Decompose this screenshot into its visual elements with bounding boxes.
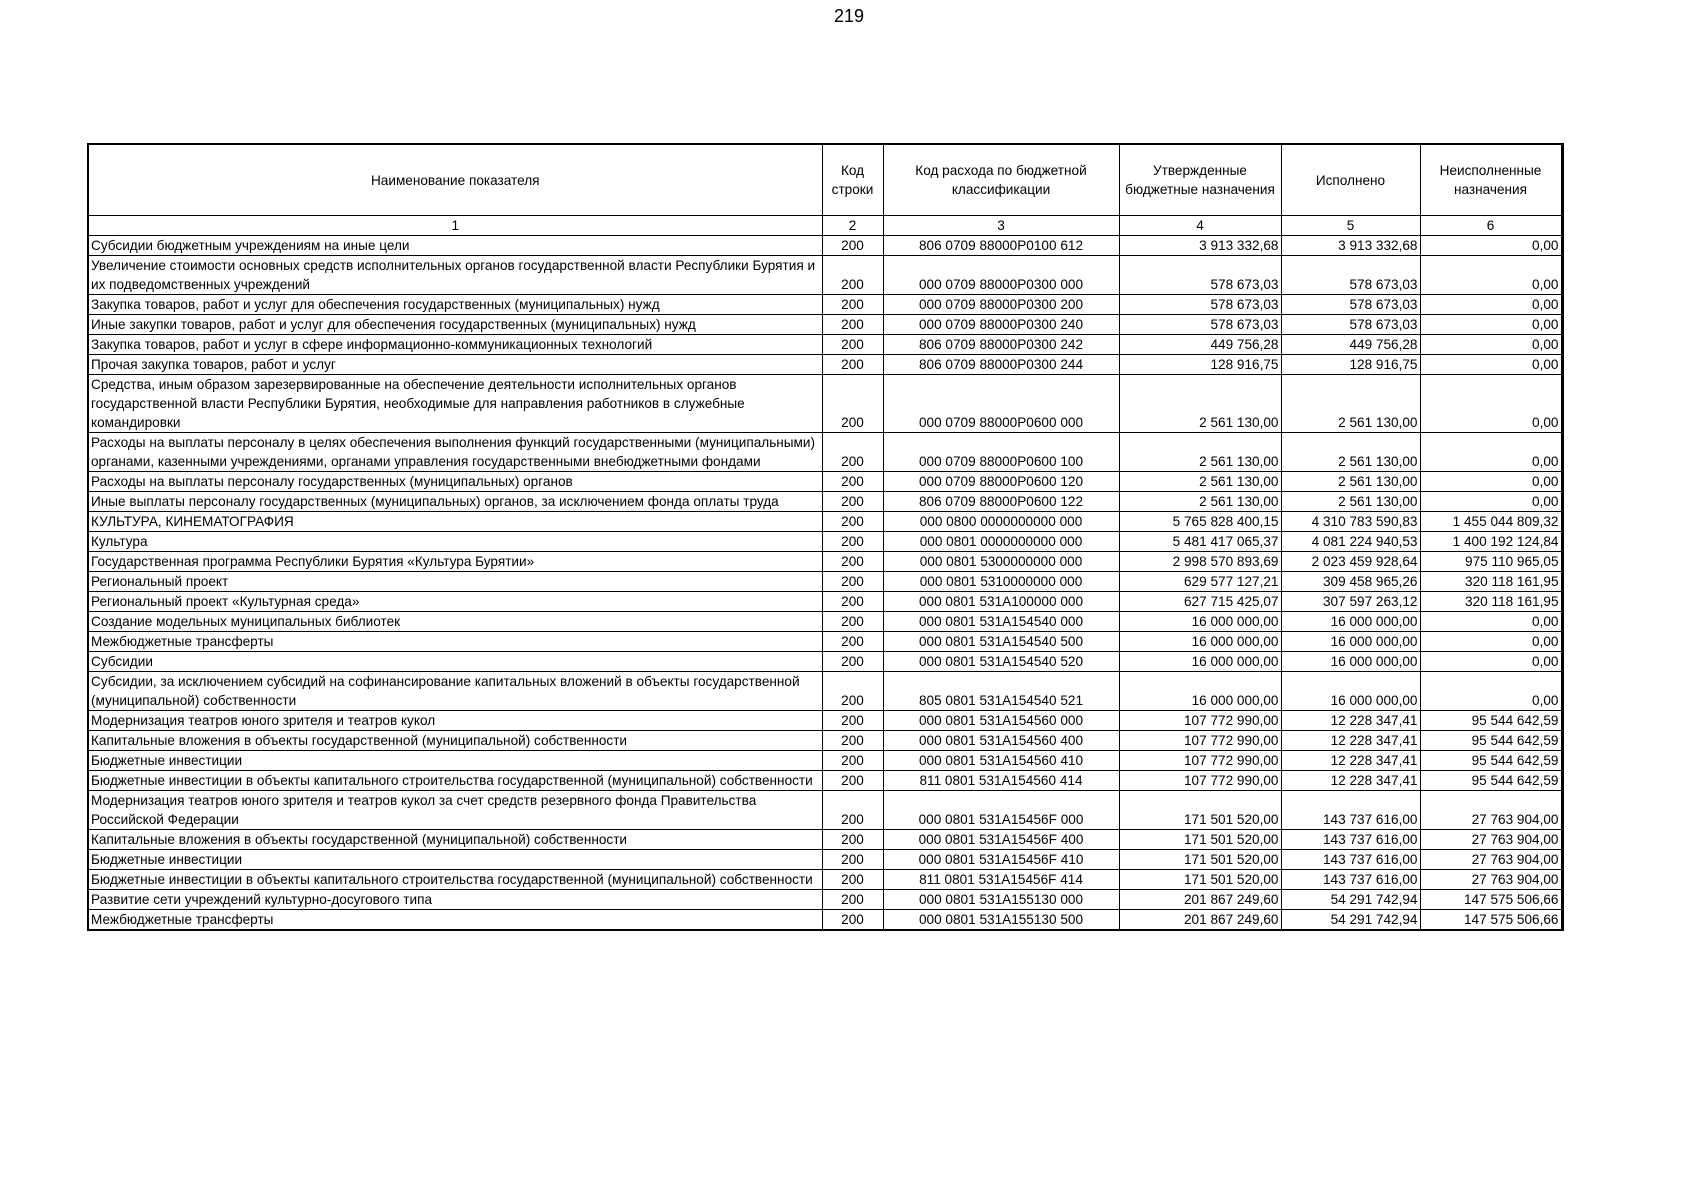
- row-name: Субсидии: [88, 652, 822, 672]
- table-row: [88, 890, 1562, 910]
- row-line-code: 200: [822, 711, 883, 731]
- row-approved: 107 772 990,00: [1119, 711, 1281, 731]
- row-line-code: 200: [822, 910, 883, 931]
- row-line-code: 200: [822, 355, 883, 375]
- row-executed: 16 000 000,00: [1281, 632, 1420, 652]
- row-unexecuted: 95 544 642,59: [1420, 731, 1562, 751]
- row-approved: 201 867 249,60: [1119, 910, 1281, 931]
- row-approved: 16 000 000,00: [1119, 632, 1281, 652]
- row-budget-code: 000 0801 531А154560 400: [883, 731, 1119, 751]
- row-executed: 143 737 616,00: [1281, 791, 1420, 830]
- row-executed: 12 228 347,41: [1281, 711, 1420, 731]
- row-budget-code: 000 0801 531А154540 520: [883, 652, 1119, 672]
- table-row: [88, 850, 1562, 870]
- table-header: [88, 144, 1562, 236]
- col-number-6: 6: [1420, 216, 1562, 236]
- table-row: [88, 433, 1562, 472]
- row-budget-code: 000 0801 531А15456F 400: [883, 830, 1119, 850]
- row-budget-code: 000 0801 531А154540 500: [883, 632, 1119, 652]
- table-row: [88, 492, 1562, 512]
- row-line-code: 200: [822, 850, 883, 870]
- row-line-code: 200: [822, 315, 883, 335]
- row-executed: 128 916,75: [1281, 355, 1420, 375]
- row-budget-code: 000 0801 531А15456F 000: [883, 791, 1119, 830]
- budget-table: [87, 143, 1564, 931]
- row-name: Бюджетные инвестиции в объекты капитального строительства государственной (муниципальной) собственности: [88, 771, 822, 791]
- row-executed: 2 561 130,00: [1281, 472, 1420, 492]
- row-name: Государственная программа Республики Бурятия «Культура Бурятии»: [88, 552, 822, 572]
- row-unexecuted: 0,00: [1420, 433, 1562, 472]
- table-row: [88, 731, 1562, 751]
- row-unexecuted: 0,00: [1420, 256, 1562, 295]
- table-row: [88, 652, 1562, 672]
- row-name: Иные закупки товаров, работ и услуг для обеспечения государственных (муниципальных) нужд: [88, 315, 822, 335]
- row-budget-code: 000 0801 531А154560 000: [883, 711, 1119, 731]
- table-row: [88, 711, 1562, 731]
- row-line-code: 200: [822, 572, 883, 592]
- row-budget-code: 806 0709 88000Р0300 242: [883, 335, 1119, 355]
- row-name: Модернизация театров юного зрителя и театров кукол за счет средств резервного фонда Правительства Российской Федерации: [88, 791, 822, 830]
- row-budget-code: 000 0709 88000Р0300 200: [883, 295, 1119, 315]
- row-line-code: 200: [822, 472, 883, 492]
- row-approved: 2 561 130,00: [1119, 472, 1281, 492]
- row-budget-code: 806 0709 88000Р0300 244: [883, 355, 1119, 375]
- row-executed: 54 291 742,94: [1281, 890, 1420, 910]
- header-executed: Исполнено: [1281, 144, 1420, 216]
- row-unexecuted: 320 118 161,95: [1420, 592, 1562, 612]
- row-name: Увеличение стоимости основных средств исполнительных органов государственной власти Республики Бурятия и их подведомственных учреждений: [88, 256, 822, 295]
- table-row: [88, 472, 1562, 492]
- table-row: [88, 592, 1562, 612]
- table-body: [88, 236, 1562, 931]
- row-approved: 5 765 828 400,15: [1119, 512, 1281, 532]
- row-executed: 307 597 263,12: [1281, 592, 1420, 612]
- row-name: Иные выплаты персоналу государственных (муниципальных) органов, за исключением фонда оплаты труда: [88, 492, 822, 512]
- row-unexecuted: 95 544 642,59: [1420, 751, 1562, 771]
- row-line-code: 200: [822, 791, 883, 830]
- row-budget-code: 000 0801 531А100000 000: [883, 592, 1119, 612]
- row-name: Капитальные вложения в объекты государственной (муниципальной) собственности: [88, 731, 822, 751]
- row-unexecuted: 27 763 904,00: [1420, 850, 1562, 870]
- row-budget-code: 811 0801 531А154560 414: [883, 771, 1119, 791]
- row-approved: 201 867 249,60: [1119, 890, 1281, 910]
- row-name: Региональный проект «Культурная среда»: [88, 592, 822, 612]
- row-budget-code: 000 0801 531А154540 000: [883, 612, 1119, 632]
- row-unexecuted: 0,00: [1420, 672, 1562, 711]
- row-unexecuted: 147 575 506,66: [1420, 890, 1562, 910]
- header-name: Наименование показателя: [88, 144, 822, 216]
- row-name: Межбюджетные трансферты: [88, 910, 822, 931]
- row-approved: 171 501 520,00: [1119, 850, 1281, 870]
- row-line-code: 200: [822, 890, 883, 910]
- row-unexecuted: 27 763 904,00: [1420, 830, 1562, 850]
- row-executed: 578 673,03: [1281, 315, 1420, 335]
- row-approved: 2 561 130,00: [1119, 375, 1281, 433]
- row-name: Культура: [88, 532, 822, 552]
- row-name: Межбюджетные трансферты: [88, 632, 822, 652]
- row-approved: 578 673,03: [1119, 295, 1281, 315]
- row-approved: 16 000 000,00: [1119, 672, 1281, 711]
- row-unexecuted: 95 544 642,59: [1420, 771, 1562, 791]
- table-row: [88, 355, 1562, 375]
- row-budget-code: 805 0801 531А154540 521: [883, 672, 1119, 711]
- row-name: Субсидии бюджетным учреждениям на иные цели: [88, 236, 822, 256]
- row-executed: 54 291 742,94: [1281, 910, 1420, 931]
- row-line-code: 200: [822, 731, 883, 751]
- row-name: Модернизация театров юного зрителя и театров кукол: [88, 711, 822, 731]
- row-executed: 2 561 130,00: [1281, 433, 1420, 472]
- row-line-code: 200: [822, 375, 883, 433]
- row-unexecuted: 0,00: [1420, 472, 1562, 492]
- row-budget-code: 000 0801 531А154560 410: [883, 751, 1119, 771]
- row-name: Создание модельных муниципальных библиотек: [88, 612, 822, 632]
- row-executed: 12 228 347,41: [1281, 731, 1420, 751]
- row-executed: 449 756,28: [1281, 335, 1420, 355]
- col-number-5: 5: [1281, 216, 1420, 236]
- table-row: [88, 295, 1562, 315]
- header-code-line: Код строки: [822, 144, 883, 216]
- row-budget-code: 000 0801 5310000000 000: [883, 572, 1119, 592]
- row-executed: 143 737 616,00: [1281, 870, 1420, 890]
- row-budget-code: 000 0709 88000Р0600 100: [883, 433, 1119, 472]
- row-executed: 2 561 130,00: [1281, 492, 1420, 512]
- row-executed: 2 023 459 928,64: [1281, 552, 1420, 572]
- row-line-code: 200: [822, 830, 883, 850]
- row-budget-code: 000 0801 0000000000 000: [883, 532, 1119, 552]
- row-approved: 449 756,28: [1119, 335, 1281, 355]
- row-unexecuted: 0,00: [1420, 236, 1562, 256]
- row-budget-code: 000 0709 88000Р0300 000: [883, 256, 1119, 295]
- row-approved: 171 501 520,00: [1119, 791, 1281, 830]
- table-row: [88, 375, 1562, 433]
- col-number-4: 4: [1119, 216, 1281, 236]
- table-row: [88, 572, 1562, 592]
- table-row: [88, 552, 1562, 572]
- row-name: Расходы на выплаты персоналу в целях обеспечения выполнения функций государственными (муниципальными) органами, казенными учреждениями, органами управления государственными внебюджетными фондами: [88, 433, 822, 472]
- row-unexecuted: 1 455 044 809,32: [1420, 512, 1562, 532]
- row-line-code: 200: [822, 236, 883, 256]
- row-budget-code: 000 0801 531А15456F 410: [883, 850, 1119, 870]
- row-budget-code: 000 0709 88000Р0600 120: [883, 472, 1119, 492]
- row-line-code: 200: [822, 612, 883, 632]
- row-approved: 2 998 570 893,69: [1119, 552, 1281, 572]
- row-name: Прочая закупка товаров, работ и услуг: [88, 355, 822, 375]
- row-budget-code: 806 0709 88000Р0100 612: [883, 236, 1119, 256]
- header-row: [88, 144, 1562, 216]
- header-code-budget: Код расхода по бюджетной классификации: [883, 144, 1119, 216]
- row-executed: 2 561 130,00: [1281, 375, 1420, 433]
- row-approved: 578 673,03: [1119, 315, 1281, 335]
- row-unexecuted: 0,00: [1420, 375, 1562, 433]
- table-row: [88, 751, 1562, 771]
- row-line-code: 200: [822, 751, 883, 771]
- row-unexecuted: 0,00: [1420, 632, 1562, 652]
- table-row: [88, 256, 1562, 295]
- table-row: [88, 910, 1562, 931]
- row-line-code: 200: [822, 256, 883, 295]
- row-name: Субсидии, за исключением субсидий на софинансирование капитальных вложений в объекты государственной (муниципальной) собственности: [88, 672, 822, 711]
- row-approved: 16 000 000,00: [1119, 652, 1281, 672]
- row-budget-code: 000 0709 88000Р0300 240: [883, 315, 1119, 335]
- row-line-code: 200: [822, 771, 883, 791]
- row-executed: 143 737 616,00: [1281, 850, 1420, 870]
- row-approved: 16 000 000,00: [1119, 612, 1281, 632]
- table-row: [88, 791, 1562, 830]
- table-row: [88, 870, 1562, 890]
- header-approved: Утвержденные бюджетные назначения: [1119, 144, 1281, 216]
- row-name: Средства, иным образом зарезервированные на обеспечение деятельности исполнительных органов государственной власти Республики Бурятия, необходимые для направления работников в служебные командировки: [88, 375, 822, 433]
- row-unexecuted: 0,00: [1420, 295, 1562, 315]
- table-row: [88, 335, 1562, 355]
- row-budget-code: 806 0709 88000Р0600 122: [883, 492, 1119, 512]
- row-name: Бюджетные инвестиции: [88, 850, 822, 870]
- row-line-code: 200: [822, 552, 883, 572]
- row-budget-code: 000 0801 5300000000 000: [883, 552, 1119, 572]
- row-unexecuted: 1 400 192 124,84: [1420, 532, 1562, 552]
- column-number-row: [88, 216, 1562, 236]
- row-budget-code: 000 0801 531А155130 500: [883, 910, 1119, 931]
- row-executed: 3 913 332,68: [1281, 236, 1420, 256]
- row-name: КУЛЬТУРА, КИНЕМАТОГРАФИЯ: [88, 512, 822, 532]
- row-line-code: 200: [822, 335, 883, 355]
- row-budget-code: 000 0801 531А155130 000: [883, 890, 1119, 910]
- row-unexecuted: 0,00: [1420, 612, 1562, 632]
- row-approved: 3 913 332,68: [1119, 236, 1281, 256]
- row-unexecuted: 0,00: [1420, 315, 1562, 335]
- col-number-1: 1: [88, 216, 822, 236]
- row-name: Региональный проект: [88, 572, 822, 592]
- row-approved: 107 772 990,00: [1119, 731, 1281, 751]
- row-budget-code: 811 0801 531А15456F 414: [883, 870, 1119, 890]
- row-unexecuted: 0,00: [1420, 335, 1562, 355]
- row-line-code: 200: [822, 652, 883, 672]
- header-unexecuted: Неисполненные назначения: [1420, 144, 1562, 216]
- row-executed: 4 310 783 590,83: [1281, 512, 1420, 532]
- row-approved: 2 561 130,00: [1119, 433, 1281, 472]
- row-approved: 107 772 990,00: [1119, 771, 1281, 791]
- row-name: Расходы на выплаты персоналу государственных (муниципальных) органов: [88, 472, 822, 492]
- table-row: [88, 672, 1562, 711]
- row-line-code: 200: [822, 532, 883, 552]
- row-budget-code: 000 0709 88000Р0600 000: [883, 375, 1119, 433]
- table-row: [88, 236, 1562, 256]
- row-unexecuted: 0,00: [1420, 355, 1562, 375]
- row-approved: 627 715 425,07: [1119, 592, 1281, 612]
- row-name: Бюджетные инвестиции в объекты капитального строительства государственной (муниципальной) собственности: [88, 870, 822, 890]
- row-approved: 171 501 520,00: [1119, 870, 1281, 890]
- row-approved: 629 577 127,21: [1119, 572, 1281, 592]
- table-row: [88, 512, 1562, 532]
- row-name: Закупка товаров, работ и услуг в сфере информационно-коммуникационных технологий: [88, 335, 822, 355]
- row-name: Капитальные вложения в объекты государственной (муниципальной) собственности: [88, 830, 822, 850]
- row-name: Бюджетные инвестиции: [88, 751, 822, 771]
- row-unexecuted: 27 763 904,00: [1420, 870, 1562, 890]
- row-executed: 16 000 000,00: [1281, 612, 1420, 632]
- row-approved: 5 481 417 065,37: [1119, 532, 1281, 552]
- table-row: [88, 612, 1562, 632]
- row-line-code: 200: [822, 433, 883, 472]
- row-executed: 12 228 347,41: [1281, 771, 1420, 791]
- table-row: [88, 830, 1562, 850]
- row-unexecuted: 27 763 904,00: [1420, 791, 1562, 830]
- row-line-code: 200: [822, 492, 883, 512]
- row-line-code: 200: [822, 295, 883, 315]
- table-row: [88, 771, 1562, 791]
- table-row: [88, 632, 1562, 652]
- row-unexecuted: 975 110 965,05: [1420, 552, 1562, 572]
- row-line-code: 200: [822, 870, 883, 890]
- row-approved: 171 501 520,00: [1119, 830, 1281, 850]
- row-name: Развитие сети учреждений культурно-досугового типа: [88, 890, 822, 910]
- row-unexecuted: 0,00: [1420, 492, 1562, 512]
- col-number-2: 2: [822, 216, 883, 236]
- col-number-3: 3: [883, 216, 1119, 236]
- row-name: Закупка товаров, работ и услуг для обеспечения государственных (муниципальных) нужд: [88, 295, 822, 315]
- row-executed: 578 673,03: [1281, 256, 1420, 295]
- row-executed: 12 228 347,41: [1281, 751, 1420, 771]
- row-line-code: 200: [822, 512, 883, 532]
- row-executed: 16 000 000,00: [1281, 672, 1420, 711]
- row-approved: 128 916,75: [1119, 355, 1281, 375]
- row-executed: 4 081 224 940,53: [1281, 532, 1420, 552]
- row-line-code: 200: [822, 592, 883, 612]
- row-budget-code: 000 0800 0000000000 000: [883, 512, 1119, 532]
- row-executed: 578 673,03: [1281, 295, 1420, 315]
- row-executed: 143 737 616,00: [1281, 830, 1420, 850]
- row-approved: 578 673,03: [1119, 256, 1281, 295]
- row-unexecuted: 147 575 506,66: [1420, 910, 1562, 931]
- row-unexecuted: 320 118 161,95: [1420, 572, 1562, 592]
- table-row: [88, 532, 1562, 552]
- row-unexecuted: 0,00: [1420, 652, 1562, 672]
- table-row: [88, 315, 1562, 335]
- row-line-code: 200: [822, 672, 883, 711]
- row-line-code: 200: [822, 632, 883, 652]
- row-approved: 107 772 990,00: [1119, 751, 1281, 771]
- page-number: 219: [833, 6, 865, 26]
- row-unexecuted: 95 544 642,59: [1420, 711, 1562, 731]
- row-approved: 2 561 130,00: [1119, 492, 1281, 512]
- row-executed: 16 000 000,00: [1281, 652, 1420, 672]
- row-executed: 309 458 965,26: [1281, 572, 1420, 592]
